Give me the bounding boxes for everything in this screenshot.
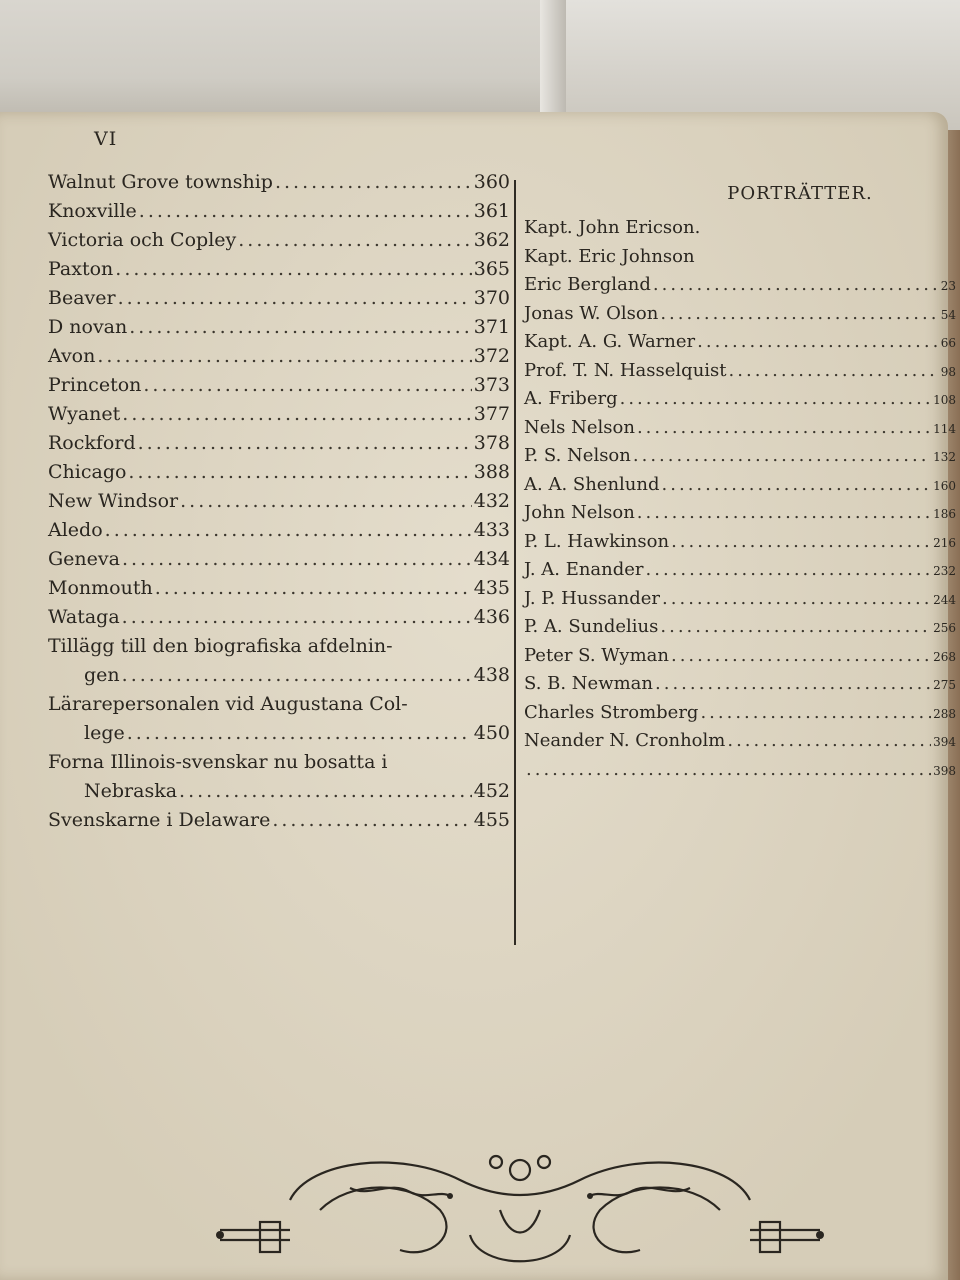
- dot-leader: [662, 471, 932, 500]
- portrait-entry: [524, 556, 956, 585]
- dot-leader: [620, 385, 931, 414]
- portrait-entry: [524, 357, 956, 386]
- entry-page-number: 216: [933, 535, 956, 550]
- entry-title: S. B. Newman: [524, 673, 654, 694]
- entry-page-number: 388: [473, 461, 510, 483]
- portrait-entry: [524, 727, 956, 756]
- entry-title: Wyanet: [48, 403, 121, 425]
- dot-leader: [637, 414, 931, 443]
- entry-page-number: 373: [473, 374, 510, 396]
- entry-title: A. A. Shenlund: [524, 473, 660, 495]
- contents-entry: [48, 545, 510, 574]
- contents-entry: [48, 603, 510, 632]
- entry-title: Aledo: [48, 519, 103, 541]
- entry-title: J. A. Enander: [524, 559, 644, 580]
- entry-title: A. Friberg: [524, 388, 618, 409]
- entry-page-number: 450: [473, 722, 510, 744]
- dot-leader: [662, 585, 931, 614]
- dot-leader: [180, 487, 472, 516]
- portraits-column: [524, 174, 956, 784]
- contents-entry: [48, 574, 510, 603]
- entry-page-number: 452: [473, 780, 510, 802]
- dot-leader: [122, 661, 472, 690]
- contents-entry: [48, 806, 510, 835]
- entry-title: Rockford: [48, 432, 136, 454]
- portrait-entry: [524, 585, 956, 614]
- contents-column: [48, 168, 510, 835]
- portrait-entry: [524, 271, 956, 300]
- entry-page-number: 362: [473, 229, 510, 251]
- dot-leader: [143, 371, 471, 400]
- contents-entry: [48, 429, 510, 458]
- dot-leader: [671, 642, 931, 671]
- entry-title: Princeton: [48, 374, 142, 396]
- entry-page-number: 436: [473, 606, 510, 628]
- entry-title: Wataga: [48, 606, 120, 628]
- dot-leader: [139, 197, 472, 226]
- page-folio: VI: [94, 128, 118, 150]
- dot-leader: [105, 516, 472, 545]
- contents-entry: [48, 197, 510, 226]
- entry-page-number: 438: [473, 664, 510, 686]
- entry-title: Nels Nelson: [524, 416, 635, 438]
- entry-page-number: 394: [933, 735, 956, 749]
- entry-title: Avon: [48, 345, 96, 367]
- entry-page-number: 132: [933, 450, 956, 464]
- contents-entry: [48, 313, 510, 342]
- dot-leader: [118, 284, 472, 313]
- entry-page-number: 66: [940, 336, 956, 350]
- entry-page-number: 377: [473, 403, 510, 425]
- entry-title: Peter S. Wyman: [524, 644, 669, 666]
- entry-page-number: 360: [473, 171, 510, 193]
- portrait-entry: [524, 243, 956, 272]
- contents-entry: [48, 226, 510, 255]
- background-board: [566, 0, 960, 130]
- entry-page-number: 232: [933, 564, 956, 578]
- contents-entry: [48, 690, 510, 719]
- dot-leader: [122, 400, 471, 429]
- entry-page-number: 434: [473, 548, 510, 570]
- contents-entry: [48, 516, 510, 545]
- portraits-list: [524, 214, 956, 784]
- entry-title: Svenskarne i Delaware: [48, 809, 271, 831]
- contents-entry: [48, 371, 510, 400]
- dot-leader: [115, 255, 471, 284]
- entry-page-number: 288: [933, 706, 956, 721]
- entry-page-number: 398: [933, 763, 956, 778]
- entry-title: Lärarepersonalen vid Augustana Col-: [48, 693, 408, 715]
- entry-page-number: 114: [933, 421, 956, 436]
- entry-title: Paxton: [48, 258, 114, 280]
- dot-leader: [526, 756, 931, 785]
- entry-title: Kapt. Eric Johnson: [524, 245, 695, 267]
- contents-entry: [48, 400, 510, 429]
- entry-page-number: 268: [933, 649, 956, 664]
- dot-leader: [633, 442, 931, 471]
- portrait-entry: [524, 613, 956, 642]
- entry-page-number: 370: [473, 287, 510, 309]
- entry-title: Neander N. Cronholm: [524, 730, 726, 751]
- entry-page-number: 432: [473, 490, 510, 512]
- entry-title: Chicago: [48, 461, 127, 483]
- entry-page-number: 365: [473, 258, 510, 280]
- dot-leader: [127, 719, 472, 748]
- portraits-heading: PORTRÄTTER.: [727, 183, 873, 204]
- entry-page-number: 433: [473, 519, 510, 541]
- entry-title: P. S. Nelson: [524, 445, 631, 466]
- portrait-entry: [524, 756, 956, 785]
- entry-title: J. P. Hussander: [524, 587, 661, 609]
- dot-leader: [660, 300, 938, 329]
- scrollwork-ornament-icon: [200, 1140, 840, 1280]
- column-divider: [514, 180, 516, 945]
- entry-page-number: 372: [473, 345, 510, 367]
- entry-title: New Windsor: [48, 490, 179, 512]
- portrait-entry: [524, 385, 956, 414]
- entry-title: Charles Stromberg: [524, 701, 699, 723]
- portrait-entry: [524, 328, 956, 357]
- portrait-entry: [524, 414, 956, 443]
- entry-page-number: 275: [933, 678, 956, 692]
- dot-leader: [671, 528, 931, 557]
- portrait-entry: [524, 528, 956, 557]
- entry-page-number: 378: [473, 432, 510, 454]
- contents-entry: [48, 284, 510, 313]
- dot-leader: [275, 168, 472, 197]
- entry-page-number: 371: [473, 316, 510, 338]
- dot-leader: [128, 458, 471, 487]
- entry-title: Prof. T. N. Hasselquist: [524, 359, 727, 381]
- entry-title: lege: [84, 722, 125, 744]
- dot-leader: [637, 499, 931, 528]
- dot-leader: [655, 670, 931, 699]
- entry-page-number: 186: [933, 507, 956, 521]
- entry-page-number: 244: [933, 592, 956, 607]
- portrait-entry: [524, 699, 956, 728]
- dot-leader: [97, 342, 471, 371]
- dot-leader: [238, 226, 471, 255]
- contents-entry: [48, 458, 510, 487]
- entry-page-number: 455: [473, 809, 510, 831]
- entry-page-number: 23: [940, 279, 956, 293]
- portrait-entry: [524, 300, 956, 329]
- entry-title: Geneva: [48, 548, 120, 570]
- portrait-entry: [524, 499, 956, 528]
- entry-page-number: 54: [940, 307, 956, 322]
- portrait-entry: [524, 471, 956, 500]
- entry-page-number: 98: [940, 364, 956, 379]
- contents-entry: [48, 777, 510, 806]
- entry-page-number: 435: [473, 577, 510, 599]
- contents-entry: [48, 632, 510, 661]
- entry-title: Forna Illinois-svenskar nu bosatta i: [48, 751, 388, 773]
- entry-title: Nebraska: [84, 780, 178, 802]
- dot-leader: [697, 328, 939, 357]
- entry-title: D novan: [48, 316, 128, 338]
- contents-entry: [48, 168, 510, 197]
- portrait-entry: [524, 442, 956, 471]
- dot-leader: [179, 777, 472, 806]
- entry-title: Kapt. John Ericson.: [524, 217, 701, 238]
- background-fold: [540, 0, 566, 130]
- dot-leader: [138, 429, 472, 458]
- dot-leader: [122, 603, 472, 632]
- dot-leader: [700, 699, 931, 728]
- entry-page-number: 160: [933, 478, 956, 493]
- entry-title: John Nelson: [524, 502, 635, 523]
- contents-entry: [48, 661, 510, 690]
- entry-title: gen: [84, 664, 120, 686]
- dot-leader: [646, 556, 932, 585]
- entry-title: Beaver: [48, 287, 116, 309]
- contents-entry: [48, 342, 510, 371]
- dot-leader: [727, 727, 931, 756]
- entry-title: Kapt. A. G. Warner: [524, 331, 696, 352]
- entry-title: Monmouth: [48, 577, 153, 599]
- contents-entry: [48, 748, 510, 777]
- dot-leader: [129, 313, 471, 342]
- dot-leader: [660, 613, 931, 642]
- contents-entry: [48, 719, 510, 748]
- entry-title: Walnut Grove township: [48, 171, 273, 193]
- dot-leader: [122, 545, 472, 574]
- entry-title: Eric Bergland: [524, 274, 651, 295]
- entry-title: Jonas W. Olson: [524, 302, 659, 324]
- entry-title: Knoxville: [48, 200, 137, 222]
- dot-leader: [653, 271, 939, 300]
- dot-leader: [272, 806, 471, 835]
- portrait-entry: [524, 642, 956, 671]
- entry-title: P. L. Hawkinson: [524, 530, 670, 552]
- entry-page-number: 361: [473, 200, 510, 222]
- portrait-entry: [524, 214, 956, 243]
- dot-leader: [155, 574, 472, 603]
- entry-title: P. A. Sundelius: [524, 616, 659, 637]
- entry-title: Victoria och Copley: [48, 229, 237, 251]
- dot-leader: [729, 357, 939, 386]
- entry-title: Tillägg till den biografiska afdelnin-: [48, 635, 393, 657]
- contents-entry: [48, 255, 510, 284]
- entry-page-number: 108: [933, 393, 956, 407]
- contents-entry: [48, 487, 510, 516]
- entry-page-number: 256: [933, 621, 956, 635]
- portrait-entry: [524, 670, 956, 699]
